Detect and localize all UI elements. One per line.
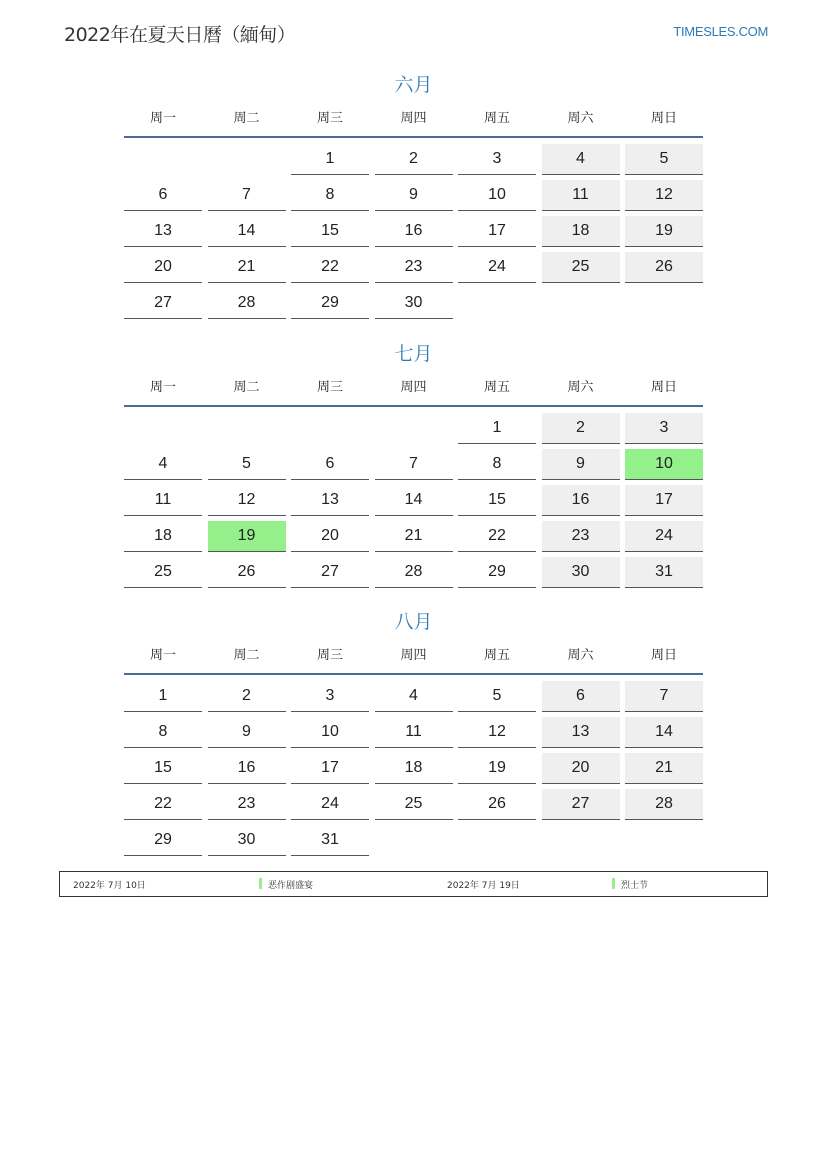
week-row	[124, 449, 703, 485]
day-cell[interactable]: 15	[458, 485, 536, 516]
day-cell[interactable]: 22	[124, 789, 202, 820]
day-cell[interactable]: 9	[375, 180, 453, 211]
header-divider	[124, 136, 703, 138]
header-divider	[124, 405, 703, 407]
week-row	[124, 413, 703, 449]
day-cell[interactable]: 8	[458, 449, 536, 480]
day-cell[interactable]: 5	[458, 681, 536, 712]
day-cell[interactable]: 27	[542, 789, 620, 820]
weekday-header	[124, 645, 703, 667]
empty-day-cell	[291, 413, 369, 443]
weekday-label: 周四	[400, 648, 427, 663]
day-cell[interactable]: 26	[625, 252, 703, 283]
day-cell[interactable]: 16	[542, 485, 620, 516]
empty-day-cell	[375, 413, 453, 443]
week-row	[124, 180, 703, 216]
day-cell[interactable]: 16	[208, 753, 286, 784]
day-cell[interactable]: 21	[625, 753, 703, 784]
day-cell[interactable]: 16	[375, 216, 453, 247]
day-cell[interactable]: 23	[208, 789, 286, 820]
day-cell[interactable]: 25	[542, 252, 620, 283]
week-row	[124, 681, 703, 717]
day-cell[interactable]: 20	[291, 521, 369, 552]
month-block	[124, 607, 703, 861]
weekday-label: 周一	[149, 111, 176, 126]
weekday-label: 周二	[233, 648, 260, 663]
empty-day-cell	[208, 144, 286, 174]
weekday-label: 周六	[567, 111, 594, 126]
empty-day-cell	[124, 413, 202, 443]
day-cell[interactable]: 12	[625, 180, 703, 211]
day-cell[interactable]: 28	[208, 288, 286, 319]
empty-day-cell	[625, 288, 703, 318]
day-cell[interactable]: 13	[291, 485, 369, 516]
day-cell[interactable]: 24	[291, 789, 369, 820]
week-row	[124, 252, 703, 288]
day-cell[interactable]: 4	[542, 144, 620, 175]
day-cell[interactable]: 4	[375, 681, 453, 712]
day-cell[interactable]: 17	[625, 485, 703, 516]
weekday-label: 周五	[483, 111, 510, 126]
day-cell[interactable]: 24	[458, 252, 536, 283]
weekday-label: 周五	[483, 380, 510, 395]
weekday-label: 周四	[400, 111, 427, 126]
day-cell[interactable]: 20	[542, 753, 620, 784]
day-cell[interactable]: 23	[375, 252, 453, 283]
day-cell[interactable]: 18	[124, 521, 202, 552]
day-cell[interactable]: 2	[542, 413, 620, 444]
empty-day-cell	[458, 825, 536, 855]
day-cell[interactable]: 19	[458, 753, 536, 784]
weekday-label: 周六	[567, 648, 594, 663]
week-row	[124, 144, 703, 180]
day-cell[interactable]: 29	[124, 825, 202, 856]
holiday-marker-icon	[259, 878, 262, 889]
day-cell[interactable]: 25	[375, 789, 453, 820]
weekday-label: 周日	[650, 380, 677, 395]
day-cell[interactable]: 30	[375, 288, 453, 319]
empty-day-cell	[124, 144, 202, 174]
day-cell[interactable]: 12	[458, 717, 536, 748]
week-row	[124, 485, 703, 521]
day-cell[interactable]: 19	[625, 216, 703, 247]
weekday-label: 周日	[650, 648, 677, 663]
weekday-label: 周六	[567, 380, 594, 395]
week-row	[124, 557, 703, 593]
holiday-day-cell[interactable]: 19	[208, 521, 286, 552]
day-cell[interactable]: 27	[124, 288, 202, 319]
day-cell[interactable]: 2	[375, 144, 453, 175]
day-cell[interactable]: 6	[124, 180, 202, 211]
day-cell[interactable]: 18	[542, 216, 620, 247]
day-cell[interactable]: 3	[291, 681, 369, 712]
day-cell[interactable]: 3	[625, 413, 703, 444]
week-row	[124, 753, 703, 789]
month-title: 七月	[394, 343, 433, 365]
day-cell[interactable]: 1	[291, 144, 369, 175]
day-cell[interactable]: 15	[124, 753, 202, 784]
day-cell[interactable]: 5	[208, 449, 286, 480]
day-cell[interactable]: 1	[124, 681, 202, 712]
weekday-header	[124, 377, 703, 399]
weekday-label: 周四	[400, 380, 427, 395]
day-cell[interactable]: 15	[291, 216, 369, 247]
page-title: 2022年在夏天日曆（緬甸）	[64, 24, 296, 46]
day-cell[interactable]: 14	[375, 485, 453, 516]
empty-day-cell	[542, 825, 620, 855]
month-title: 八月	[394, 611, 433, 633]
day-cell[interactable]: 21	[375, 521, 453, 552]
day-cell[interactable]: 24	[625, 521, 703, 552]
day-cell[interactable]: 14	[208, 216, 286, 247]
day-cell[interactable]: 14	[625, 717, 703, 748]
day-cell[interactable]: 21	[208, 252, 286, 283]
day-cell[interactable]: 27	[291, 557, 369, 588]
day-cell[interactable]: 7	[625, 681, 703, 712]
empty-day-cell	[542, 288, 620, 318]
site-link[interactable]: TIMESLES.COM	[673, 24, 768, 39]
holiday-marker-icon	[612, 878, 615, 889]
day-cell[interactable]: 20	[124, 252, 202, 283]
day-cell[interactable]: 25	[124, 557, 202, 588]
weekday-label: 周一	[149, 380, 176, 395]
day-cell[interactable]: 22	[291, 252, 369, 283]
weekday-label: 周三	[316, 380, 343, 395]
day-cell[interactable]: 6	[291, 449, 369, 480]
day-cell[interactable]: 10	[291, 717, 369, 748]
day-cell[interactable]: 17	[291, 753, 369, 784]
day-cell[interactable]: 28	[375, 557, 453, 588]
day-cell[interactable]: 9	[208, 717, 286, 748]
week-row	[124, 521, 703, 557]
day-cell[interactable]: 11	[542, 180, 620, 211]
legend-date: 2022年 7月 19日	[447, 881, 520, 891]
week-row	[124, 216, 703, 252]
weekday-label: 周二	[233, 111, 260, 126]
day-cell[interactable]: 13	[542, 717, 620, 748]
day-cell[interactable]: 9	[542, 449, 620, 480]
day-cell[interactable]: 1	[458, 413, 536, 444]
day-cell[interactable]: 4	[124, 449, 202, 480]
weekday-label: 周一	[149, 648, 176, 663]
day-cell[interactable]: 2	[208, 681, 286, 712]
day-cell[interactable]: 11	[124, 485, 202, 516]
month-block	[124, 70, 703, 324]
day-cell[interactable]: 17	[458, 216, 536, 247]
day-cell[interactable]: 5	[625, 144, 703, 175]
day-cell[interactable]: 13	[124, 216, 202, 247]
weekday-label: 周五	[483, 648, 510, 663]
day-cell[interactable]: 31	[291, 825, 369, 856]
legend-holiday-name: 烈士节	[621, 881, 649, 891]
day-cell[interactable]: 29	[458, 557, 536, 588]
day-cell[interactable]: 26	[208, 557, 286, 588]
weekday-header	[124, 108, 703, 130]
day-cell[interactable]: 23	[542, 521, 620, 552]
day-cell[interactable]: 22	[458, 521, 536, 552]
day-cell[interactable]: 30	[542, 557, 620, 588]
day-cell[interactable]: 18	[375, 753, 453, 784]
empty-day-cell	[625, 825, 703, 855]
day-cell[interactable]: 29	[291, 288, 369, 319]
empty-day-cell	[375, 825, 453, 855]
week-row	[124, 717, 703, 753]
week-row	[124, 288, 703, 324]
week-row	[124, 825, 703, 861]
legend-date: 2022年 7月 10日	[73, 881, 146, 891]
month-block	[124, 339, 703, 593]
header-divider	[124, 673, 703, 675]
day-cell[interactable]: 10	[458, 180, 536, 211]
weekday-label: 周二	[233, 380, 260, 395]
empty-day-cell	[208, 413, 286, 443]
day-cell[interactable]: 26	[458, 789, 536, 820]
holiday-legend	[59, 871, 768, 897]
weekday-label: 周三	[316, 111, 343, 126]
day-cell[interactable]: 11	[375, 717, 453, 748]
day-cell[interactable]: 6	[542, 681, 620, 712]
holiday-day-cell[interactable]: 10	[625, 449, 703, 480]
day-cell[interactable]: 3	[458, 144, 536, 175]
week-row	[124, 789, 703, 825]
day-cell[interactable]: 8	[124, 717, 202, 748]
legend-holiday-name: 恶作剧盛宴	[268, 881, 314, 891]
day-cell[interactable]: 12	[208, 485, 286, 516]
day-cell[interactable]: 8	[291, 180, 369, 211]
weekday-label: 周日	[650, 111, 677, 126]
weekday-label: 周三	[316, 648, 343, 663]
day-cell[interactable]: 31	[625, 557, 703, 588]
day-cell[interactable]: 28	[625, 789, 703, 820]
day-cell[interactable]: 7	[208, 180, 286, 211]
day-cell[interactable]: 7	[375, 449, 453, 480]
month-title: 六月	[394, 74, 433, 96]
empty-day-cell	[458, 288, 536, 318]
day-cell[interactable]: 30	[208, 825, 286, 856]
